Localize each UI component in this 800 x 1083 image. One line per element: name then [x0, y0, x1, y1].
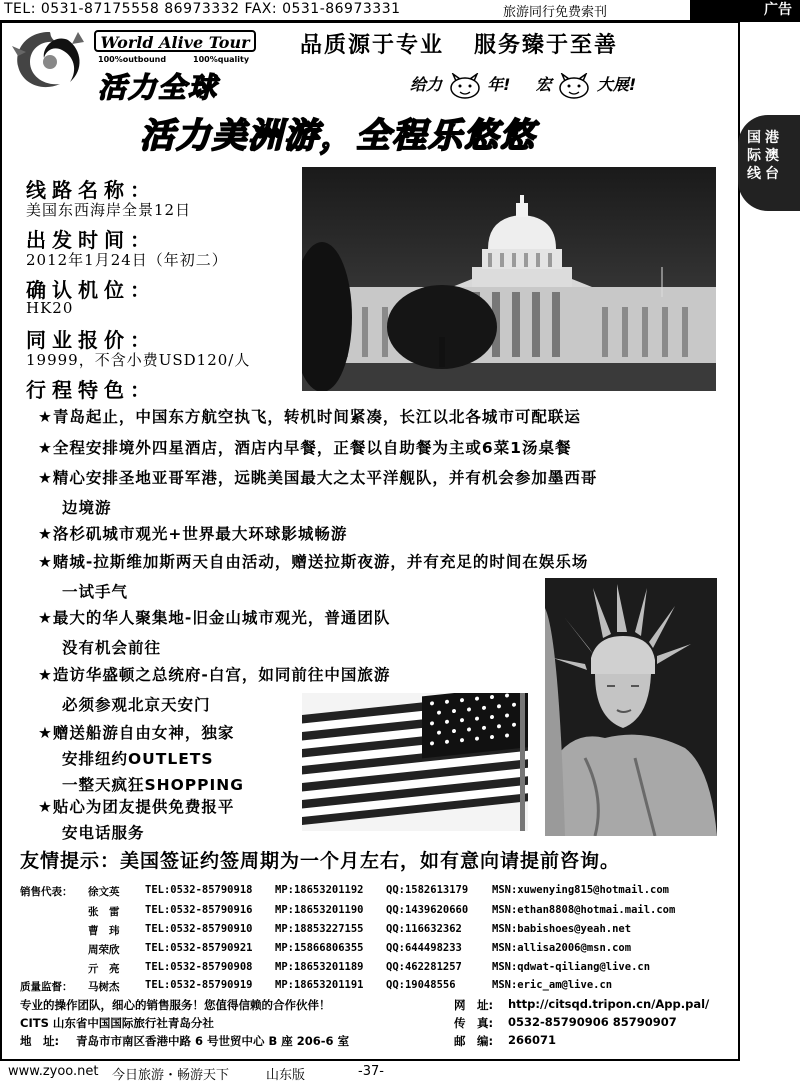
- depart-value: 2012年1月24日（年初二）: [26, 251, 228, 269]
- fax-value: 0532-85790906 85790907: [508, 1015, 677, 1029]
- seat-label: 确认机位：: [26, 278, 156, 302]
- greeting-part: 宏: [535, 75, 552, 94]
- page-number: -37-: [358, 1064, 384, 1079]
- ad-tag: 广告: [690, 0, 800, 20]
- sales-label: 销售代表：: [20, 886, 73, 898]
- top-contact-bar: [0, 0, 800, 22]
- friendly-tip: 友情提示：美国签证约签周期为一个月左右，如有意向请提前咨询。: [20, 850, 621, 872]
- side-tab-char: 国: [747, 130, 761, 146]
- side-tab-char: 港: [765, 130, 779, 146]
- rabbit-face-icon: [557, 73, 591, 99]
- feature-item: ★青岛起止，中国东方航空执飞，转机时间紧凑，长江以北各城市可配联运: [38, 408, 581, 426]
- feature-item: ★贴心为团友提供免费报平 安电话服务: [38, 798, 235, 842]
- company-slogan: [300, 28, 618, 59]
- price-value: 19999，不含小费USD120/人: [26, 351, 251, 369]
- greeting-part: 年!: [487, 75, 511, 94]
- zip-label: 邮 编:: [454, 1034, 494, 1048]
- web-value: http://citsqd.tripon.cn/App.pal/: [508, 997, 710, 1011]
- depart-label: 出发时间：: [26, 228, 156, 252]
- seat-value: HK20: [26, 299, 74, 317]
- new-year-greeting: [410, 72, 636, 99]
- side-tab-char: 线: [747, 166, 761, 182]
- web-label: 网 址:: [454, 998, 494, 1012]
- greeting-part: 大展!: [596, 75, 637, 94]
- top-contact-numbers: TEL: 0531-87175558 86973332 FAX: 0531-86973331: [4, 1, 401, 17]
- address-label: 地 址:: [20, 1034, 60, 1048]
- side-tab-char: 际: [747, 148, 761, 164]
- address-value: 青岛市市南区香港中路 6 号世贸中心 B 座 206-6 室: [76, 1034, 350, 1048]
- feature-item: ★精心安排圣地亚哥军港，远眺美国最大之太平洋舰队，并有机会参加墨西哥 边境游: [38, 469, 598, 517]
- route-label: 线路名称：: [26, 178, 156, 202]
- slogan-left: 品质源于专业: [300, 33, 445, 58]
- side-tab-char: 澳: [765, 148, 779, 164]
- feature-item: ★全程安排境外四星酒店，酒店内早餐，正餐以自助餐为主或6菜1汤桌餐: [38, 439, 572, 457]
- feature-item: ★造访华盛顿之总统府-白宫，如同前往中国旅游 必须参观北京天安门: [38, 666, 391, 714]
- swirl-logo-icon: [8, 26, 90, 96]
- feature-item: ★赌城-拉斯维加斯两天自由活动，赠送拉斯夜游，并有充足的时间在娱乐场 一试手气: [38, 553, 589, 601]
- quality-label: 质量监督：: [20, 981, 73, 993]
- capitol-building-photo: [302, 167, 716, 391]
- zip-value: 266071: [508, 1033, 557, 1047]
- route-value: 美国东西海岸全景12日: [26, 201, 192, 219]
- feature-item: ★最大的华人聚集地-旧金山城市观光，普通团队 没有机会前往: [38, 609, 391, 657]
- slogan-right: 服务臻于至善: [474, 33, 619, 58]
- feature-label: 行程特色：: [26, 378, 156, 402]
- quality-tag-outbound: 100%outbound: [98, 55, 167, 64]
- company-name: CITS 山东省中国国际旅行社青岛分社: [20, 1016, 214, 1030]
- side-category-tab: [738, 115, 800, 211]
- side-tab-char: 台: [765, 166, 779, 182]
- quality-tag-quality: 100%quality: [193, 55, 250, 64]
- brand-name-en: World Alive Tour: [94, 30, 256, 52]
- publication-name: 今日旅游・畅游天下: [112, 1068, 230, 1083]
- rabbit-face-icon: [448, 73, 482, 99]
- headline: 活力美洲游，全程乐悠悠: [140, 116, 536, 156]
- american-flag-photo: [302, 693, 528, 831]
- company-logo: [8, 24, 253, 104]
- price-label: 同业报价：: [26, 328, 156, 352]
- bottom-bar: [0, 1062, 800, 1082]
- free-index-note: 旅游同行免费索刊: [503, 5, 608, 20]
- fax-label: 传 真:: [454, 1016, 494, 1030]
- brand-name-cn: 活力全球: [98, 71, 219, 104]
- feature-item: ★赠送船游自由女神，独家 安排纽约OUTLETS 一整天疯狂SHOPPING: [38, 724, 244, 794]
- statue-of-liberty-photo: [545, 578, 717, 836]
- edition-region: 山东版: [266, 1068, 306, 1083]
- team-line: 专业的操作团队，细心的销售服务！您值得信赖的合作伙伴！: [20, 998, 331, 1012]
- greeting-part: 给力: [410, 75, 443, 94]
- feature-item: ★洛杉矶城市观光+世界最大环球影城畅游: [38, 525, 348, 543]
- site-url: www.zyoo.net: [8, 1064, 99, 1079]
